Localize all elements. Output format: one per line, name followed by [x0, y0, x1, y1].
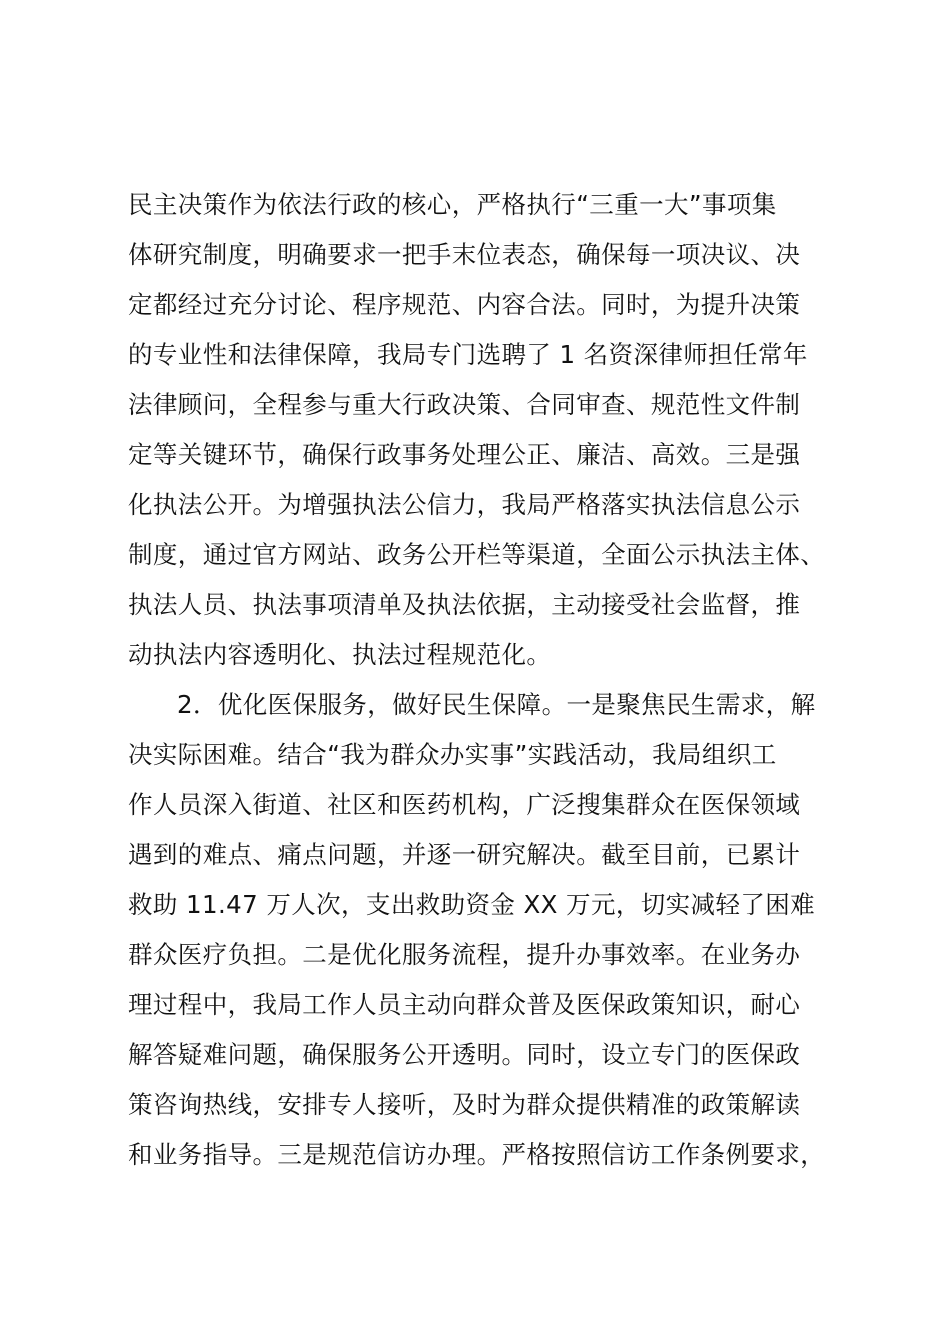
text-line: 理过程中，我局工作人员主动向群众普及医保政策知识，耐心 — [128, 990, 801, 1019]
text-line: 执法人员、执法事项清单及执法依据，主动接受社会监督，推 — [128, 590, 801, 619]
text-line: 化执法公开。为增强执法公信力，我局严格落实执法信息公示 — [128, 490, 801, 519]
body-text — [128, 180, 868, 1180]
text-line: 动执法内容透明化、执法过程规范化。 — [128, 640, 552, 669]
text-line: 定等关键环节，确保行政事务处理公正、廉洁、高效。三是强 — [128, 440, 801, 469]
text-line: 群众医疗负担。二是优化服务流程，提升办事效率。在业务办 — [128, 940, 801, 969]
text-line: 作人员深入街道、社区和医药机构，广泛搜集群众在医保领域 — [128, 790, 801, 819]
text-line: 的专业性和法律保障，我局专门选聘了 1 名资深律师担任常年 — [128, 340, 808, 369]
text-line: 定都经过充分讨论、程序规范、内容合法。同时，为提升决策 — [128, 290, 801, 319]
text-line: 制度，通过官方网站、政务公开栏等渠道，全面公示执法主体、 — [128, 540, 826, 569]
text-line: 法律顾问，全程参与重大行政决策、合同审查、规范性文件制 — [128, 390, 801, 419]
text-line: 决实际困难。结合“我为群众办实事”实践活动，我局组织工 — [128, 740, 777, 769]
text-line: 策咨询热线，安排专人接听，及时为群众提供精准的政策解读 — [128, 1090, 801, 1119]
text-line: 解答疑难问题，确保服务公开透明。同时，设立专门的医保政 — [128, 1040, 801, 1069]
text-line: 遇到的难点、痛点问题，并逐一研究解决。截至目前，已累计 — [128, 840, 801, 869]
section-heading-line: 2．优化医保服务，做好民生保障。一是聚焦民生需求，解 — [177, 690, 816, 719]
text-line: 救助 11.47 万人次，支出救助资金 XX 万元，切实减轻了困难 — [128, 890, 816, 919]
text-line: 和业务指导。三是规范信访办理。严格按照信访工作条例要求， — [128, 1140, 826, 1169]
text-line: 体研究制度，明确要求一把手末位表态，确保每一项决议、决 — [128, 240, 801, 269]
text-line: 民主决策作为依法行政的核心，严格执行“三重一大”事项集 — [128, 190, 777, 219]
